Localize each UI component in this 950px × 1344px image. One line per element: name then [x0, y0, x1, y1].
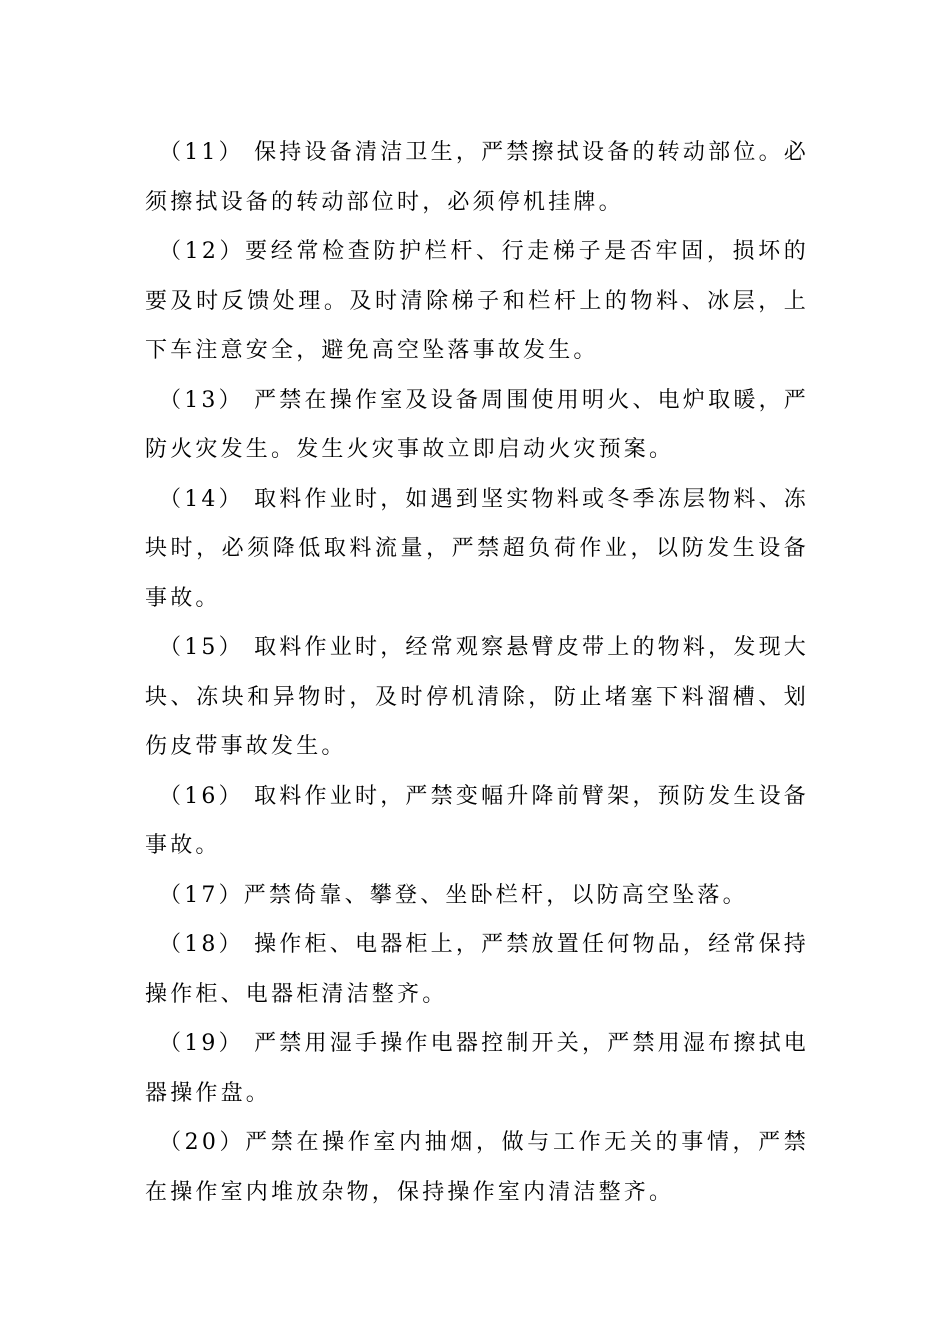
document-body	[145, 128, 809, 1217]
paragraph-12: （12）要经常检查防护栏杆、行走梯子是否牢固，损坏的要及时反馈处理。及时清除梯子和栏杆上的物料、冰层，上下车注意安全，避免高空坠落事故发生。	[145, 239, 809, 363]
paragraph-18: （18） 操作柜、电器柜上，严禁放置任何物品，经常保持操作柜、电器柜清洁整齐。	[145, 932, 809, 1007]
paragraph-17: （17）严禁倚靠、攀登、坐卧栏杆，以防高空坠落。	[159, 882, 748, 908]
paragraph-13: （13） 严禁在操作室及设备周围使用明火、电炉取暖，严防火灾发生。发生火灾事故立即启动火灾预案。	[145, 387, 809, 462]
paragraph-20: （20）严禁在操作室内抽烟，做与工作无关的事情，严禁在操作室内堆放杂物，保持操作室内清洁整齐。	[145, 1130, 809, 1205]
paragraph-16: （16） 取料作业时，严禁变幅升降前臂架，预防发生设备事故。	[145, 783, 809, 858]
paragraph-15: （15） 取料作业时，经常观察悬臂皮带上的物料，发现大块、冻块和异物时，及时停机清除，防止堵塞下料溜槽、划伤皮带事故发生。	[145, 635, 809, 759]
paragraph-19: （19） 严禁用湿手操作电器控制开关，严禁用湿布擦拭电器操作盘。	[145, 1031, 809, 1106]
paragraph-11: （11） 保持设备清洁卫生，严禁擦拭设备的转动部位。必须擦拭设备的转动部位时，必须停机挂牌。	[145, 140, 809, 215]
paragraph-14: （14） 取料作业时，如遇到坚实物料或冬季冻层物料、冻块时，必须降低取料流量，严禁超负荷作业，以防发生设备事故。	[145, 486, 809, 611]
